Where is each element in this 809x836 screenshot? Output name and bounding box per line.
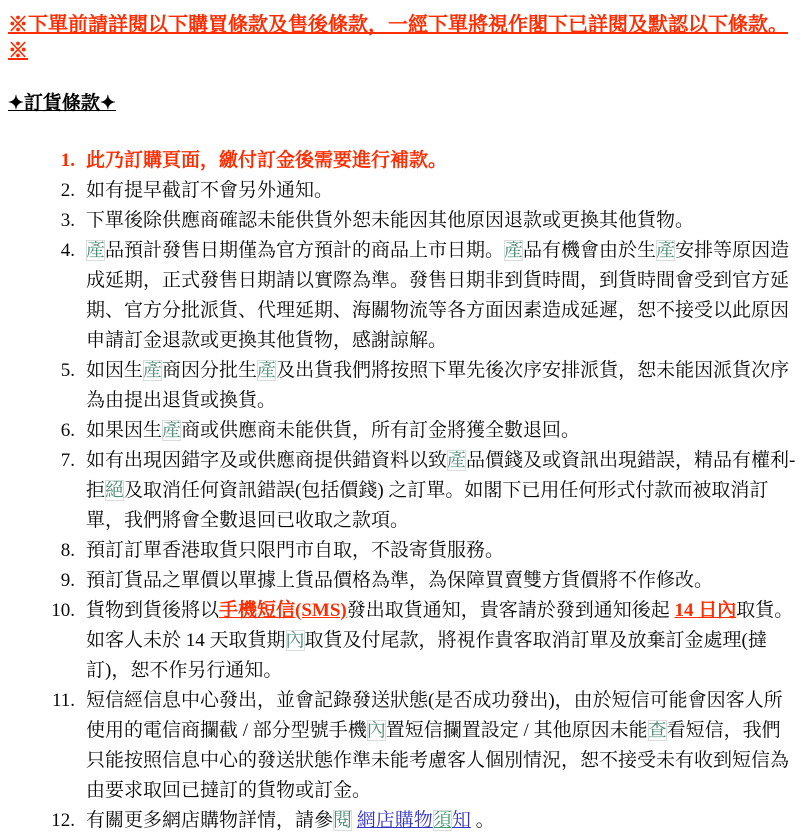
store-shopping-guide-link[interactable]: 知 bbox=[451, 810, 471, 831]
term-text bbox=[86, 566, 798, 596]
term-item bbox=[8, 596, 803, 686]
text-segment: 發出取貨通知，貴客請於發到通知後起 bbox=[346, 600, 675, 621]
text-segment: 此乃訂購頁面，繳付訂金後需要進行補款。 bbox=[86, 150, 448, 171]
term-text bbox=[86, 596, 798, 686]
text-segment: 如有提早截訂不會另外通知。 bbox=[86, 180, 334, 201]
text-segment: 產 bbox=[656, 240, 676, 261]
text-segment: 商因分批生 bbox=[162, 360, 258, 381]
terms-list bbox=[8, 146, 803, 836]
term-item bbox=[8, 356, 803, 416]
text-segment: 手機短信(SMS) bbox=[219, 600, 347, 621]
text-segment: 查 bbox=[647, 720, 667, 741]
term-text bbox=[86, 236, 798, 356]
term-item bbox=[8, 566, 803, 596]
text-segment: 取貨。如客人未於 14 天取貨期 bbox=[86, 600, 794, 651]
text-segment: 品有機會由於生 bbox=[523, 240, 657, 261]
term-text bbox=[86, 176, 798, 206]
text-segment: 及出貨我們將按照下單先後次序安排派貨，恕未能因派貨次序為由提出退貨或換貨。 bbox=[86, 360, 790, 411]
text-segment: 產 bbox=[504, 240, 524, 261]
text-segment: 內 bbox=[366, 720, 386, 741]
text-segment: 內 bbox=[285, 630, 305, 651]
text-segment: 預訂訂單香港取貨只限門市自取，不設寄貨服務。 bbox=[86, 540, 505, 561]
text-segment: 安排等原因造成延期，正式發售日期請以實際為準。發售日期非到貨時間，到貨時間會受到官方延期、官方分批派貨、代理延期、海關物流等各方面因素造成延遲，恕不接受以此原因申請訂金退款或更換其他貨物，感謝諒解。 bbox=[86, 240, 790, 351]
term-text bbox=[86, 206, 798, 236]
term-item bbox=[8, 446, 803, 536]
term-number: 8. bbox=[60, 540, 75, 561]
text-segment: 品預計發售日期僅為官方預計的商品上市日期。 bbox=[105, 240, 505, 261]
text-segment: 絕 bbox=[105, 480, 125, 501]
term-item bbox=[8, 176, 803, 206]
text-segment: 產 bbox=[257, 360, 277, 381]
term-text bbox=[86, 686, 798, 806]
text-segment: 預訂貨品之單價以單據上貨品價格為準，為保障買賣雙方貨價將不作修改。 bbox=[86, 570, 714, 591]
term-item bbox=[8, 416, 803, 446]
text-segment: 品價錢及或資訊出現錯誤，精品有權利-拒 bbox=[86, 450, 796, 501]
term-number: 10. bbox=[51, 600, 75, 621]
term-text bbox=[86, 536, 798, 566]
text-segment: 短信經信息中心發出，並會記錄發送狀態(是否成功發出)，由於短信可能會因客人所使用的電信商攔截 / 部分型號手機 bbox=[86, 690, 783, 741]
store-shopping-guide-link[interactable]: 網店購物 bbox=[356, 810, 433, 831]
term-number: 7. bbox=[60, 450, 75, 471]
term-text bbox=[86, 416, 798, 446]
term-number: 1. bbox=[60, 150, 75, 171]
text-segment: 閱 bbox=[333, 810, 353, 831]
term-item bbox=[8, 206, 803, 236]
text-segment: 產 bbox=[447, 450, 467, 471]
term-text bbox=[86, 446, 798, 536]
text-segment: 取貨及付尾款，將視作貴客取消訂單及放棄訂金處理(撻訂)，恕不作另行通知。 bbox=[86, 630, 767, 681]
term-number: 9. bbox=[60, 570, 75, 591]
text-segment: 置短信攔置設定 / 其他原因未能 bbox=[385, 720, 648, 741]
term-item bbox=[8, 686, 803, 806]
text-segment: 如有出現因錯字及或供應商提供錯資料以致 bbox=[86, 450, 448, 471]
term-number: 3. bbox=[60, 210, 75, 231]
term-number: 5. bbox=[60, 360, 75, 381]
text-segment: 產 bbox=[143, 360, 163, 381]
term-number: 4. bbox=[60, 240, 75, 261]
term-item bbox=[8, 806, 803, 836]
text-segment: 貨物到貨後將以 bbox=[86, 600, 220, 621]
text-segment: 商或供應商未能供貨，所有訂金將獲全數退回。 bbox=[181, 420, 581, 441]
term-item bbox=[8, 146, 803, 176]
page-title: ※下單前請詳閱以下購買條款及售後條款，一經下單將視作閣下已詳閱及默認以下條款。※ bbox=[8, 14, 788, 62]
term-number: 11. bbox=[51, 690, 75, 711]
text-segment: 。 bbox=[470, 810, 495, 831]
text-segment: 產 bbox=[86, 240, 106, 261]
term-text bbox=[86, 356, 798, 416]
text-segment: 看短信，我們只能按照信息中心的發送狀態作準未能考慮客人個別情況，恕不接受未有收到短信為由要求取回已撻訂的貨物或訂金。 bbox=[86, 720, 790, 801]
text-segment: 及取消任何資訊錯誤(包括價錢) 之訂單。如閣下已用任何形式付款而被取消訂單，我們將會全數退回已收取之款項。 bbox=[86, 480, 769, 531]
term-item bbox=[8, 536, 803, 566]
text-segment: 14 日內 bbox=[674, 600, 737, 621]
term-number: 2. bbox=[60, 180, 75, 201]
text-segment: 如因生 bbox=[86, 360, 144, 381]
text-segment: 如果因生 bbox=[86, 420, 163, 441]
term-text bbox=[86, 146, 798, 176]
section-heading: ✦訂貨條款✦ bbox=[8, 93, 116, 114]
text-segment: 有關更多網店購物詳情，請參 bbox=[86, 810, 334, 831]
text-segment: 產 bbox=[162, 420, 182, 441]
text-segment: 下單後除供應商確認未能供貨外恕未能因其他原因退款或更換其他貨物。 bbox=[86, 210, 695, 231]
term-number: 6. bbox=[60, 420, 75, 441]
term-item bbox=[8, 236, 803, 356]
term-number: 12. bbox=[51, 810, 75, 831]
store-shopping-guide-link[interactable]: 須 bbox=[432, 810, 452, 831]
term-text bbox=[86, 806, 798, 836]
